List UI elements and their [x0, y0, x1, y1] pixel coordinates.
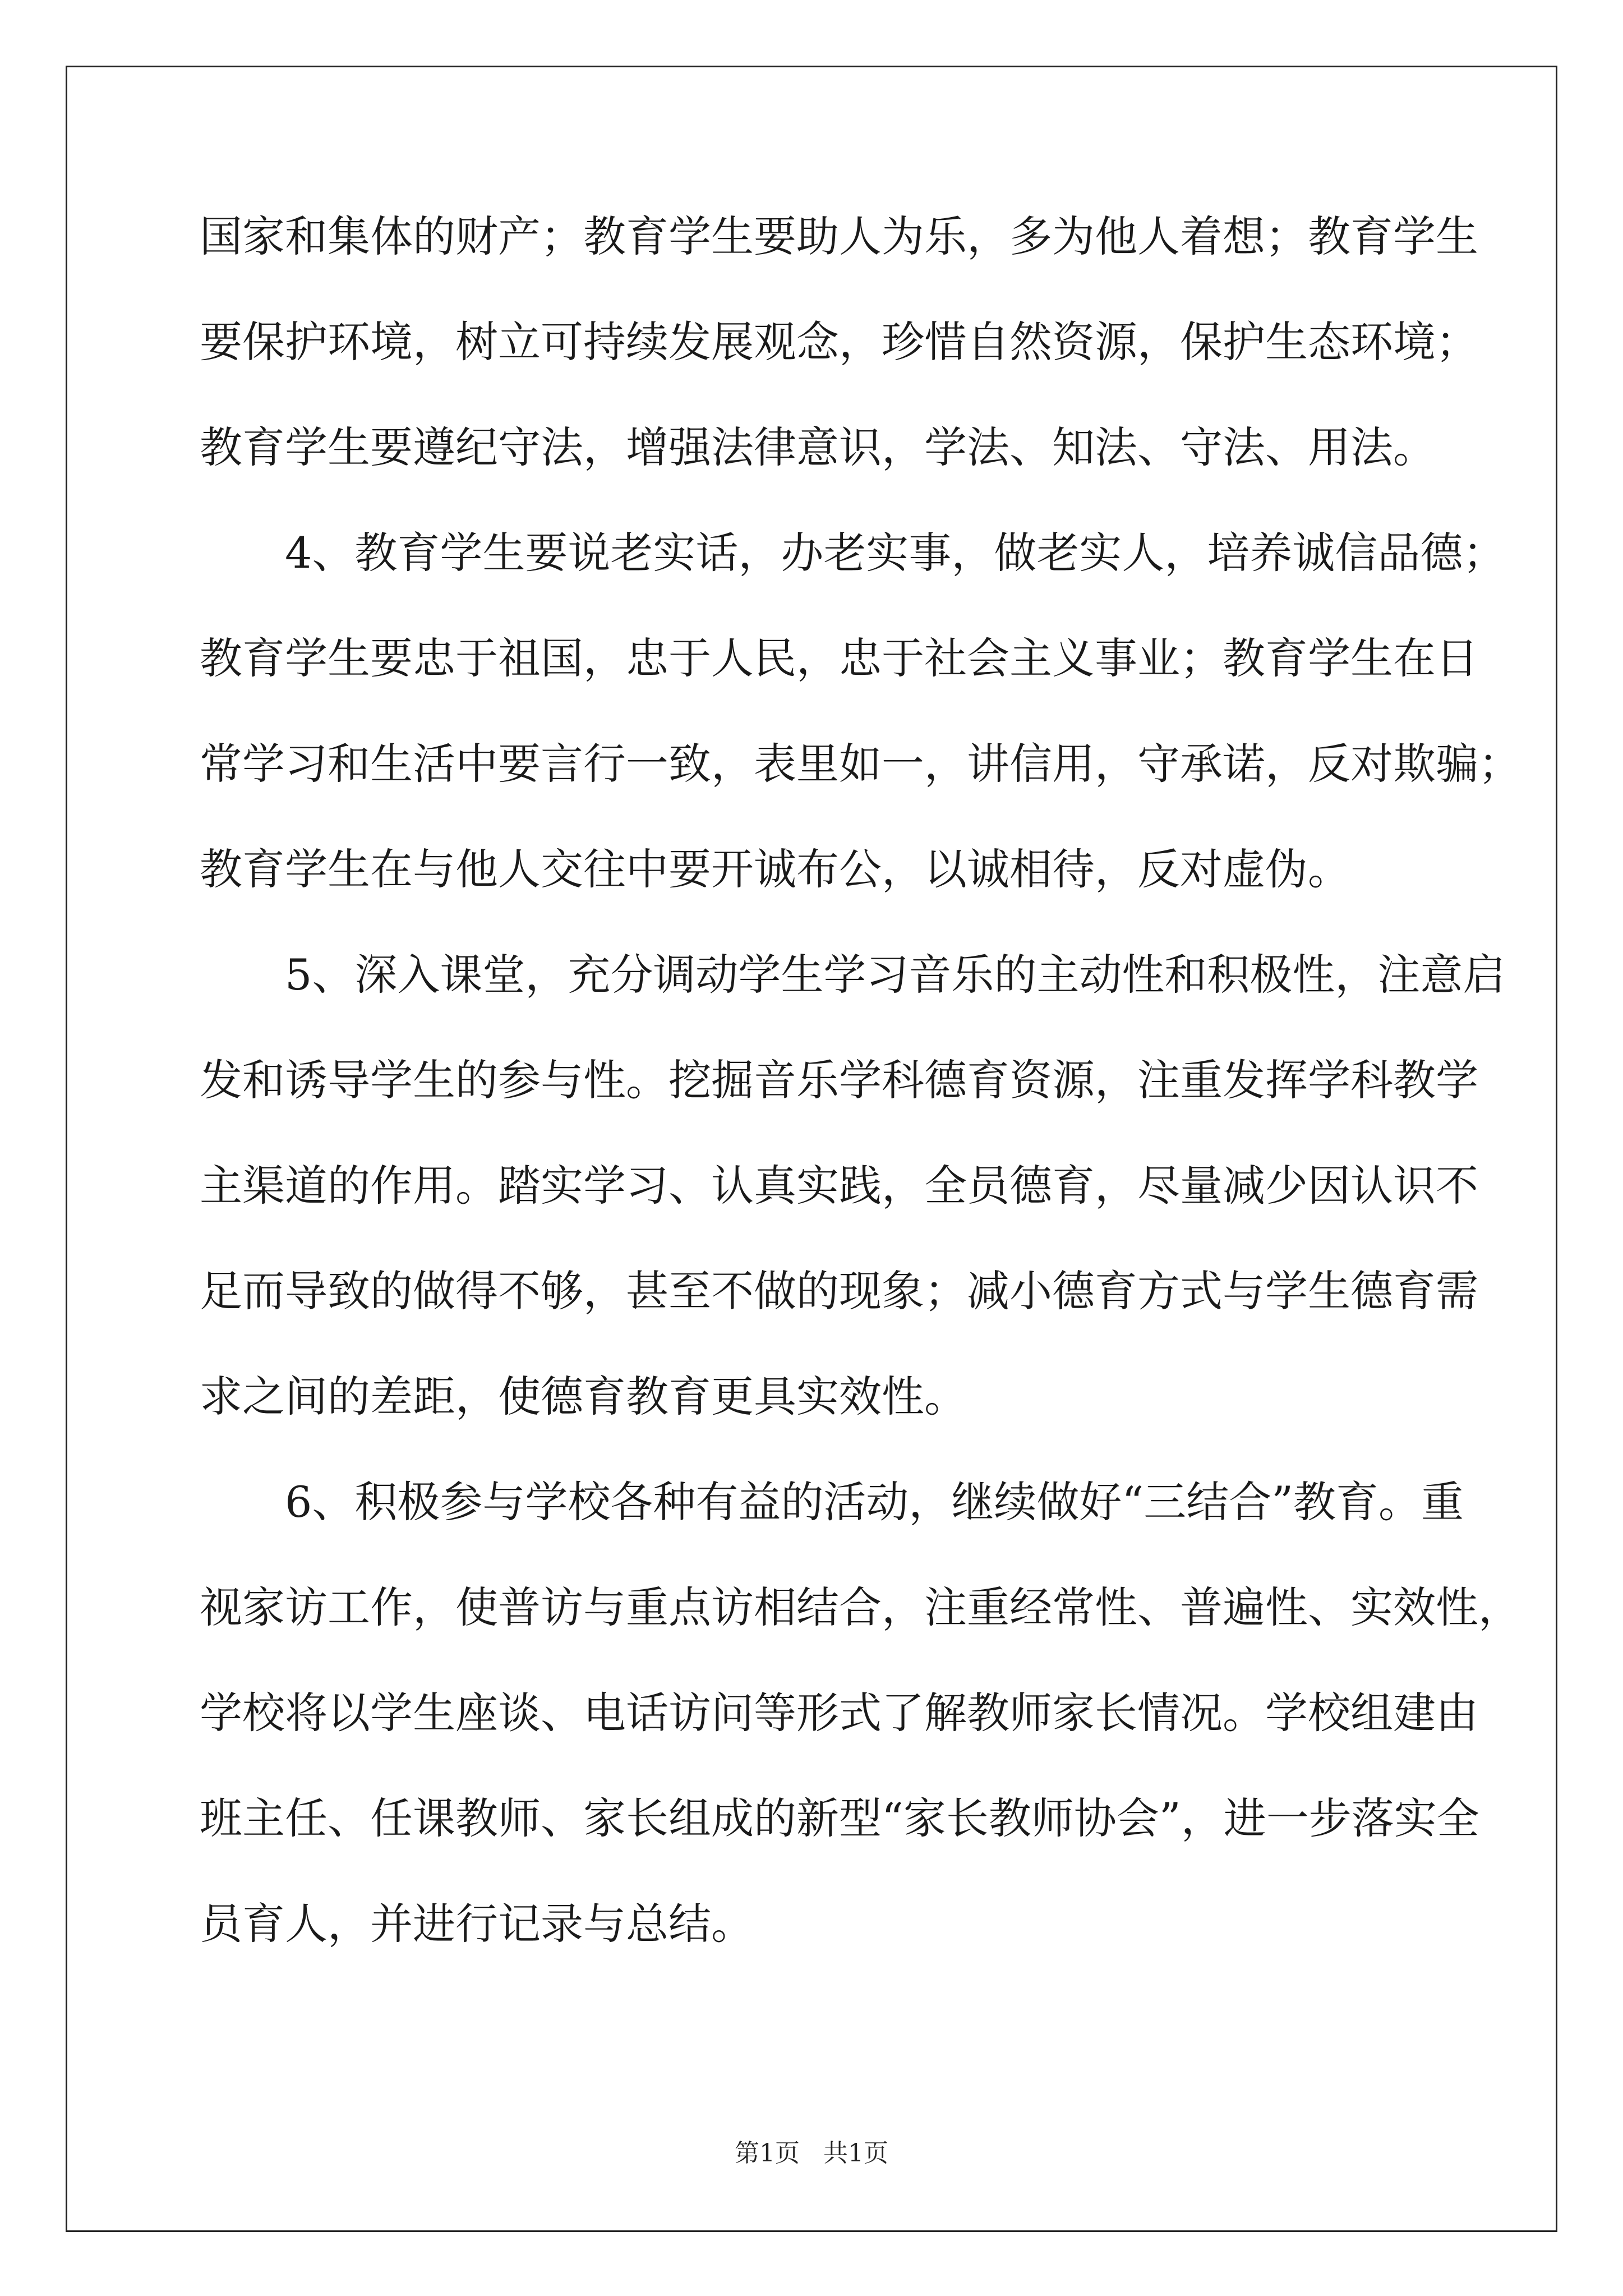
text-line: 国家和集体的财产；教育学生要助人为乐，多为他人着想；教育学生 [200, 211, 1478, 261]
text-line: 6、积极参与学校各种有益的活动，继续做好“三结合”教育。重 [200, 1477, 1464, 1527]
text-line: 求之间的差距，使德育教育更具实效性。 [200, 1372, 967, 1421]
text-line: 学校将以学生座谈、电话访问等形式了解教师家长情况。学校组建由 [200, 1688, 1478, 1738]
text-line: 足而导致的做得不够，甚至不做的现象；减小德育方式与学生德育需 [200, 1266, 1478, 1316]
text-line: 5、深入课堂，充分调动学生学习音乐的主动性和积极性，注意启 [200, 950, 1506, 1000]
document-body [200, 209, 1521, 2001]
text-line: 主渠道的作用。踏实学习、认真实践，全员德育，尽量减少因认识不 [200, 1161, 1478, 1211]
text-line: 教育学生要遵纪守法，增强法律意识，学法、知法、守法、用法。 [200, 422, 1436, 472]
page-number: 第1页 [735, 2139, 800, 2168]
text-line: 教育学生要忠于祖国，忠于人民，忠于社会主义事业；教育学生在日 [200, 633, 1478, 683]
text-line: 员育人，并进行记录与总结。 [200, 1899, 754, 1949]
page-total: 共1页 [823, 2139, 888, 2168]
text-line: 常学习和生活中要言行一致，表里如一，讲信用，守承诺，反对欺骗； [200, 739, 1521, 789]
text-line: 发和诱导学生的参与性。挖掘音乐学科德育资源，注重发挥学科教学 [200, 1055, 1478, 1105]
text-line: 视家访工作，使普访与重点访相结合，注重经常性、普遍性、实效性， [200, 1582, 1521, 1632]
text-line: 班主任、任课教师、家长组成的新型“家长教师协会”，进一步落实全 [200, 1793, 1479, 1843]
text-line: 4、教育学生要说老实话，办老实事，做老实人，培养诚信品德； [200, 528, 1506, 578]
page-footer [0, 2133, 1623, 2169]
text-line: 要保护环境，树立可持续发展观念，珍惜自然资源，保护生态环境； [200, 317, 1478, 367]
text-line: 教育学生在与他人交往中要开诚布公，以诚相待，反对虚伪。 [200, 844, 1350, 894]
